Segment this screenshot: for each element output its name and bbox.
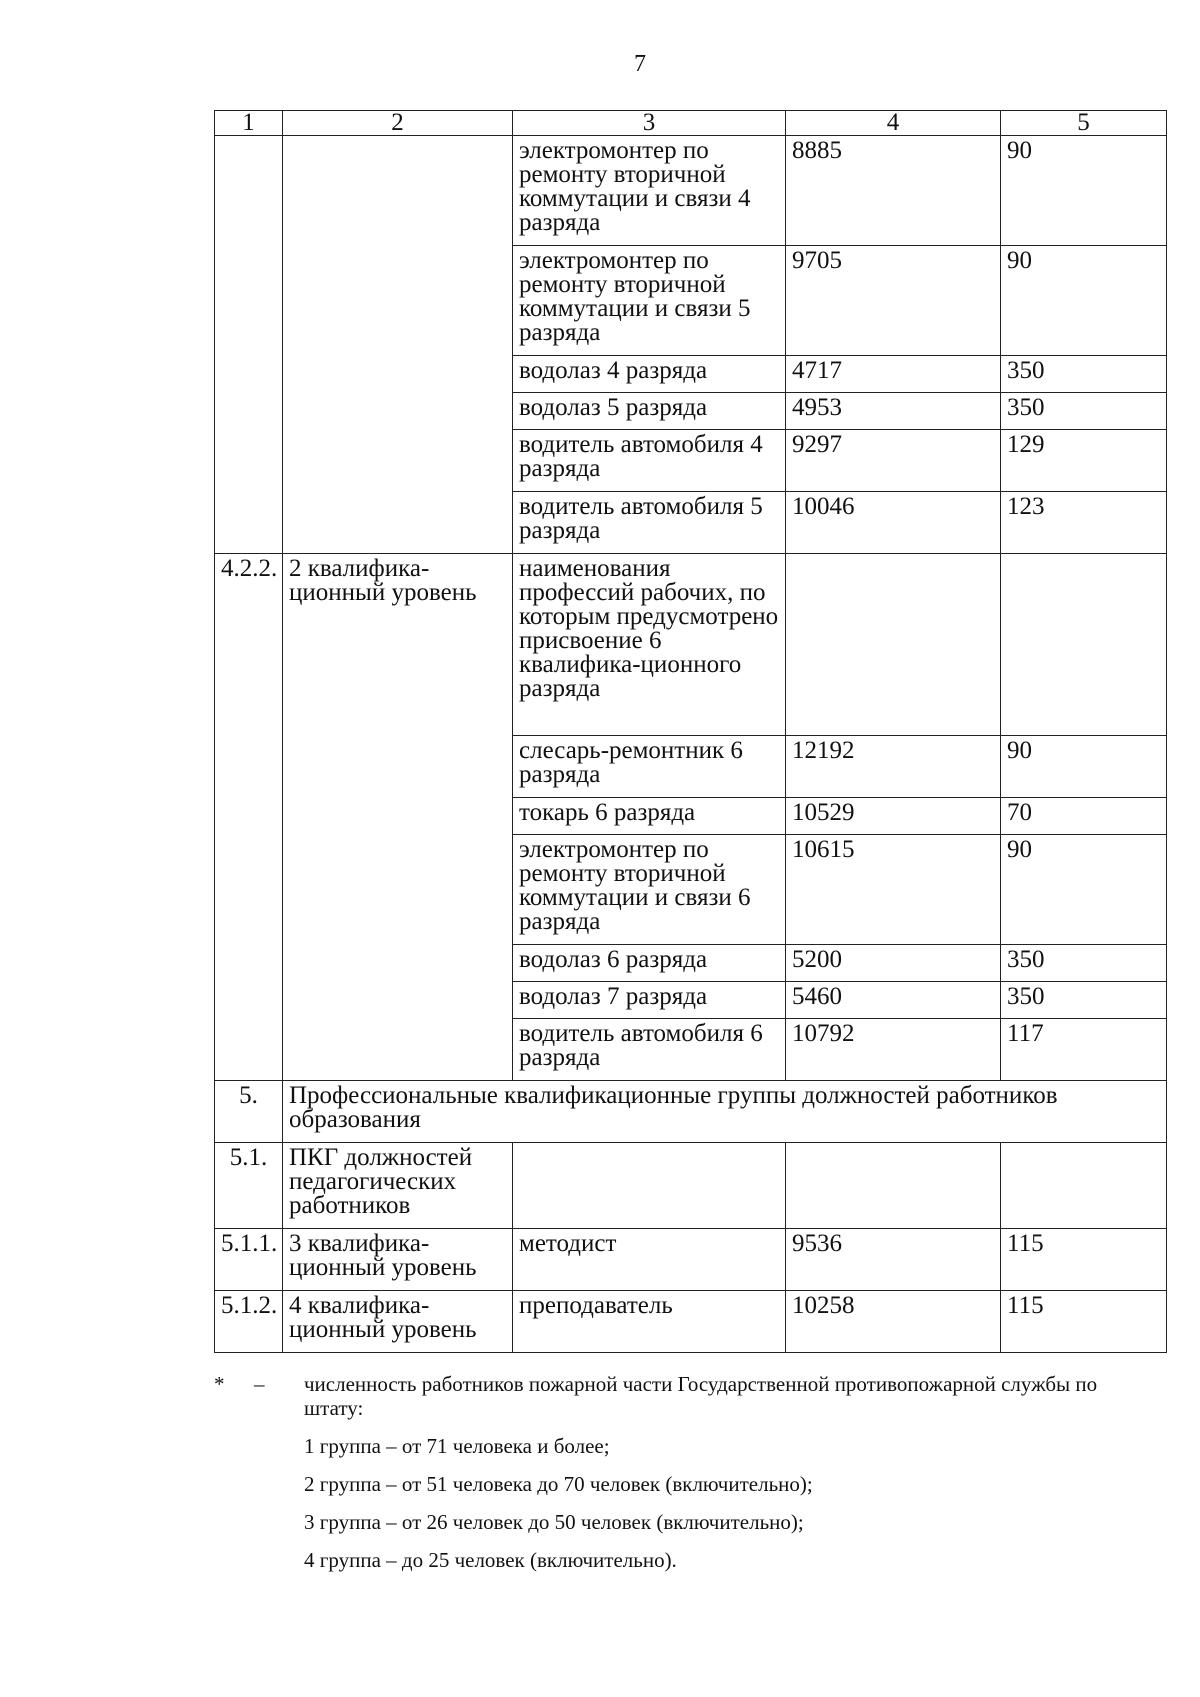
table-row bbox=[215, 136, 1167, 246]
level-cell: 3 квалифика-ционный уровень bbox=[283, 1229, 513, 1291]
salary-cell: 10615 bbox=[786, 835, 1001, 945]
section-title-cell: Профессиональные квалификационные группы должностей работников образования bbox=[283, 1081, 1167, 1143]
footnote-item: 2 группа – от 51 человека до 70 человек (включительно); bbox=[304, 1472, 813, 1496]
position-cell: водолаз 4 разряда bbox=[513, 356, 786, 393]
footnote-header bbox=[214, 1372, 1114, 1420]
header-cell: 4 bbox=[786, 111, 1001, 136]
num-cell: 4.2.2. bbox=[215, 554, 283, 1081]
percent-cell: 70 bbox=[1001, 798, 1167, 835]
salary-cell: 10792 bbox=[786, 1019, 1001, 1081]
percent-cell: 90 bbox=[1001, 136, 1167, 246]
salary-cell: 5460 bbox=[786, 982, 1001, 1019]
header-cell: 5 bbox=[1001, 111, 1167, 136]
position-cell: электромонтер по ремонту вторичной коммутации и связи 5 разряда bbox=[513, 246, 786, 356]
percent-cell: 123 bbox=[1001, 492, 1167, 554]
salary-cell: 4953 bbox=[786, 393, 1001, 430]
level-cell: ПКГ должностей педагогических работников bbox=[283, 1143, 513, 1229]
position-cell: преподаватель bbox=[513, 1291, 786, 1353]
table-row bbox=[215, 1229, 1167, 1291]
percent-cell: 350 bbox=[1001, 393, 1167, 430]
position-cell: методист bbox=[513, 1229, 786, 1291]
position-cell: электромонтер по ремонту вторичной коммутации и связи 4 разряда bbox=[513, 136, 786, 246]
salary-cell: 4717 bbox=[786, 356, 1001, 393]
position-cell: токарь 6 разряда bbox=[513, 798, 786, 835]
position-cell: водолаз 5 разряда bbox=[513, 393, 786, 430]
salary-cell: 10258 bbox=[786, 1291, 1001, 1353]
salary-cell: 9297 bbox=[786, 430, 1001, 492]
footnote-star: * bbox=[214, 1372, 225, 1396]
percent-cell: 350 bbox=[1001, 945, 1167, 982]
salary-cell: 9705 bbox=[786, 246, 1001, 356]
num-cell: 5.1. bbox=[215, 1143, 283, 1229]
num-cell: 5.1.2. bbox=[215, 1291, 283, 1353]
salary-cell: 10529 bbox=[786, 798, 1001, 835]
table-row bbox=[215, 554, 1167, 736]
position-cell: наименования профессий рабочих, по которым предусмотрено присвоение 6 квалифика-ционного разряда bbox=[513, 554, 786, 736]
num-cell bbox=[215, 136, 283, 554]
level-cell: 4 квалифика-ционный уровень bbox=[283, 1291, 513, 1353]
position-cell: электромонтер по ремонту вторичной коммутации и связи 6 разряда bbox=[513, 835, 786, 945]
position-cell: водолаз 7 разряда bbox=[513, 982, 786, 1019]
page-number: 7 bbox=[634, 51, 646, 77]
table-header-row bbox=[215, 111, 1167, 136]
percent-cell: 129 bbox=[1001, 430, 1167, 492]
salary-cell bbox=[786, 1143, 1001, 1229]
percent-cell: 90 bbox=[1001, 835, 1167, 945]
percent-cell: 350 bbox=[1001, 356, 1167, 393]
salary-cell: 10046 bbox=[786, 492, 1001, 554]
position-cell: водитель автомобиля 6 разряда bbox=[513, 1019, 786, 1081]
position-cell: водолаз 6 разряда bbox=[513, 945, 786, 982]
position-cell: слесарь-ремонтник 6 разряда bbox=[513, 736, 786, 798]
position-cell bbox=[513, 1143, 786, 1229]
percent-cell: 115 bbox=[1001, 1229, 1167, 1291]
footnote-dash: – bbox=[254, 1372, 265, 1396]
salary-cell: 5200 bbox=[786, 945, 1001, 982]
num-cell: 5. bbox=[215, 1081, 283, 1143]
footnote bbox=[214, 1372, 1114, 1572]
table-row bbox=[215, 1081, 1167, 1143]
percent-cell bbox=[1001, 554, 1167, 736]
percent-cell: 115 bbox=[1001, 1291, 1167, 1353]
percent-cell: 90 bbox=[1001, 736, 1167, 798]
table-row bbox=[215, 1291, 1167, 1353]
percent-cell: 117 bbox=[1001, 1019, 1167, 1081]
footnote-item: 1 группа – от 71 человека и более; bbox=[304, 1434, 610, 1458]
percent-cell: 90 bbox=[1001, 246, 1167, 356]
footnote-text: численность работников пожарной части Государственной противопожарной службы по штату: bbox=[304, 1372, 1098, 1420]
footnote-item: 4 группа – до 25 человек (включительно). bbox=[304, 1548, 677, 1572]
percent-cell bbox=[1001, 1143, 1167, 1229]
num-cell: 5.1.1. bbox=[215, 1229, 283, 1291]
percent-cell: 350 bbox=[1001, 982, 1167, 1019]
salary-cell: 8885 bbox=[786, 136, 1001, 246]
level-cell bbox=[283, 136, 513, 554]
salary-cell: 9536 bbox=[786, 1229, 1001, 1291]
position-cell: водитель автомобиля 5 разряда bbox=[513, 492, 786, 554]
level-cell: 2 квалифика-ционный уровень bbox=[283, 554, 513, 1081]
footnote-item: 3 группа – от 26 человек до 50 человек (включительно); bbox=[304, 1510, 804, 1534]
salary-cell bbox=[786, 554, 1001, 736]
header-cell: 3 bbox=[513, 111, 786, 136]
header-cell: 1 bbox=[215, 111, 283, 136]
position-cell: водитель автомобиля 4 разряда bbox=[513, 430, 786, 492]
salary-cell: 12192 bbox=[786, 736, 1001, 798]
staff-salary-table bbox=[214, 110, 1167, 1353]
table-row bbox=[215, 1143, 1167, 1229]
header-cell: 2 bbox=[283, 111, 513, 136]
